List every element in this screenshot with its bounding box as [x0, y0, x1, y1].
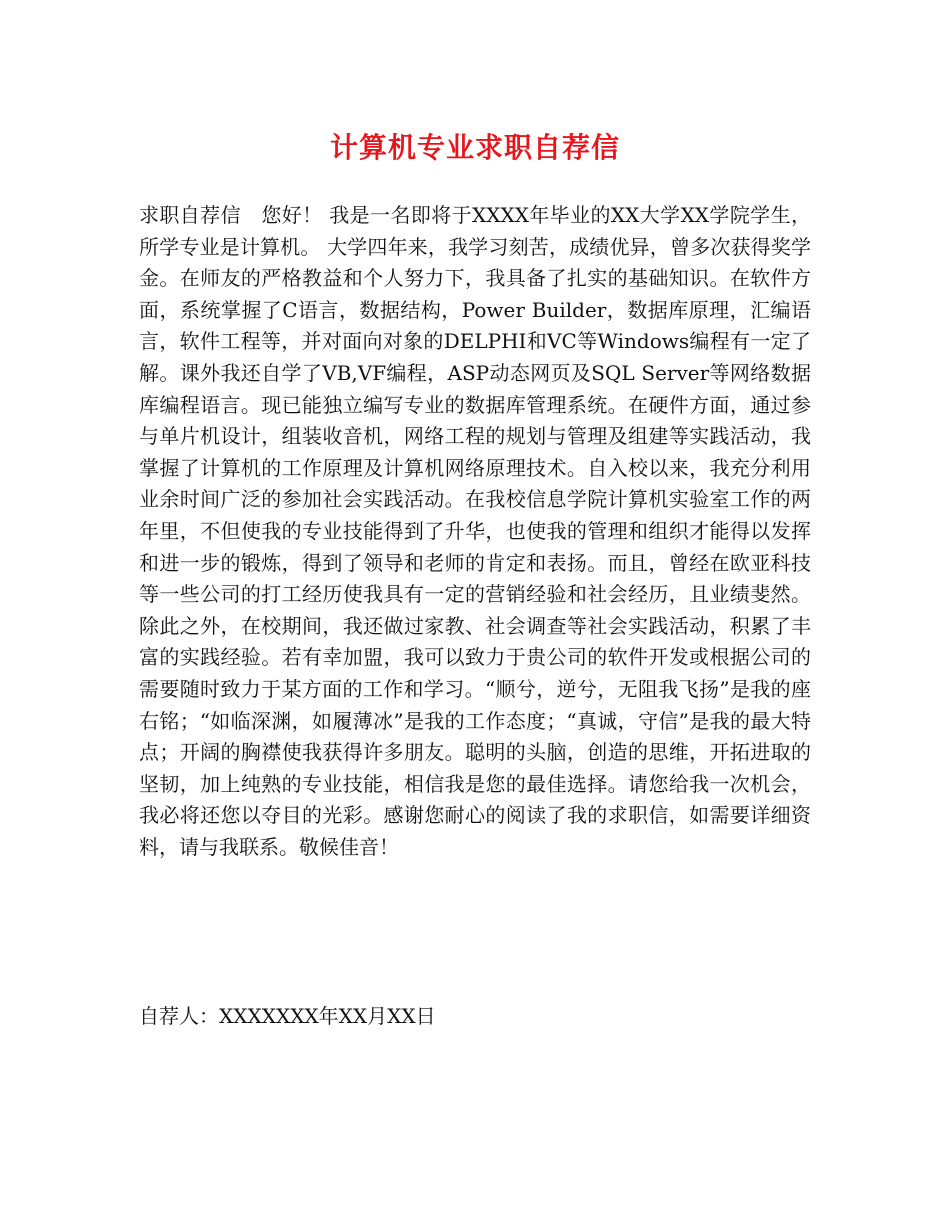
signature-line: 自荐人：XXXXXXX年XX月XX日 — [139, 1004, 436, 1028]
letter-body: 求职自荐信 您好！ 我是一名即将于XXXX年毕业的XX大学XX学院学生，所学专业是计算机。 大学四年来，我学习刻苦，成绩优异，曾多次获得奖学金。在师友的严格教益和个人努力下，我具备了扎实的基础知识。在软件方面，系统掌握了C语言，数据结构，Power Builder，数据库原理，汇编语言，软件工程等，并对面向对象的DELPHI和VC等Windows编程有一定了解。课外我还自学了VB,VF编程，ASP动态网页及SQL Server等网络数据库编程语言。现已能独立编写专业的数据库管理系统。在硬件方面，通过参与单片机设计，组装收音机，网络工程的规划与管理及组建等实践活动，我掌握了计算机的工作原理及计算机网络原理技术。自入校以来，我充分利用业余时间广泛的参加社会实践活动。在我校信息学院计算机实验室工作的两年里，不但使我的专业技能得到了升华，也使我的管理和组织才能得以发挥和进一步的锻炼，得到了领导和老师的肯定和表扬。而且，曾经在欧亚科技等一些公司的打工经历使我具有一定的营销经验和社会经历，且业绩斐然。除此之外，在校期间，我还做过家教、社会调查等社会实践活动，积累了丰富的实践经验。若有幸加盟，我可以致力于贵公司的软件开发或根据公司的需要随时致力于某方面的工作和学习。“顺兮，逆兮，无阻我飞扬”是我的座右铭；“如临深渊，如履薄冰”是我的工作态度；“真诚，守信”是我的最大特点；开阔的胸襟使我获得许多朋友。聪明的头脑，创造的思维，开拓进取的坚韧，加上纯熟的专业技能，相信我是您的最佳选择。请您给我一次机会，我必将还您以夺目的光彩。感谢您耐心的阅读了我的求职信，如需要详细资料，请与我联系。敬候佳音！ — [139, 203, 811, 859]
document-title: 计算机专业求职自荐信 — [329, 131, 620, 164]
